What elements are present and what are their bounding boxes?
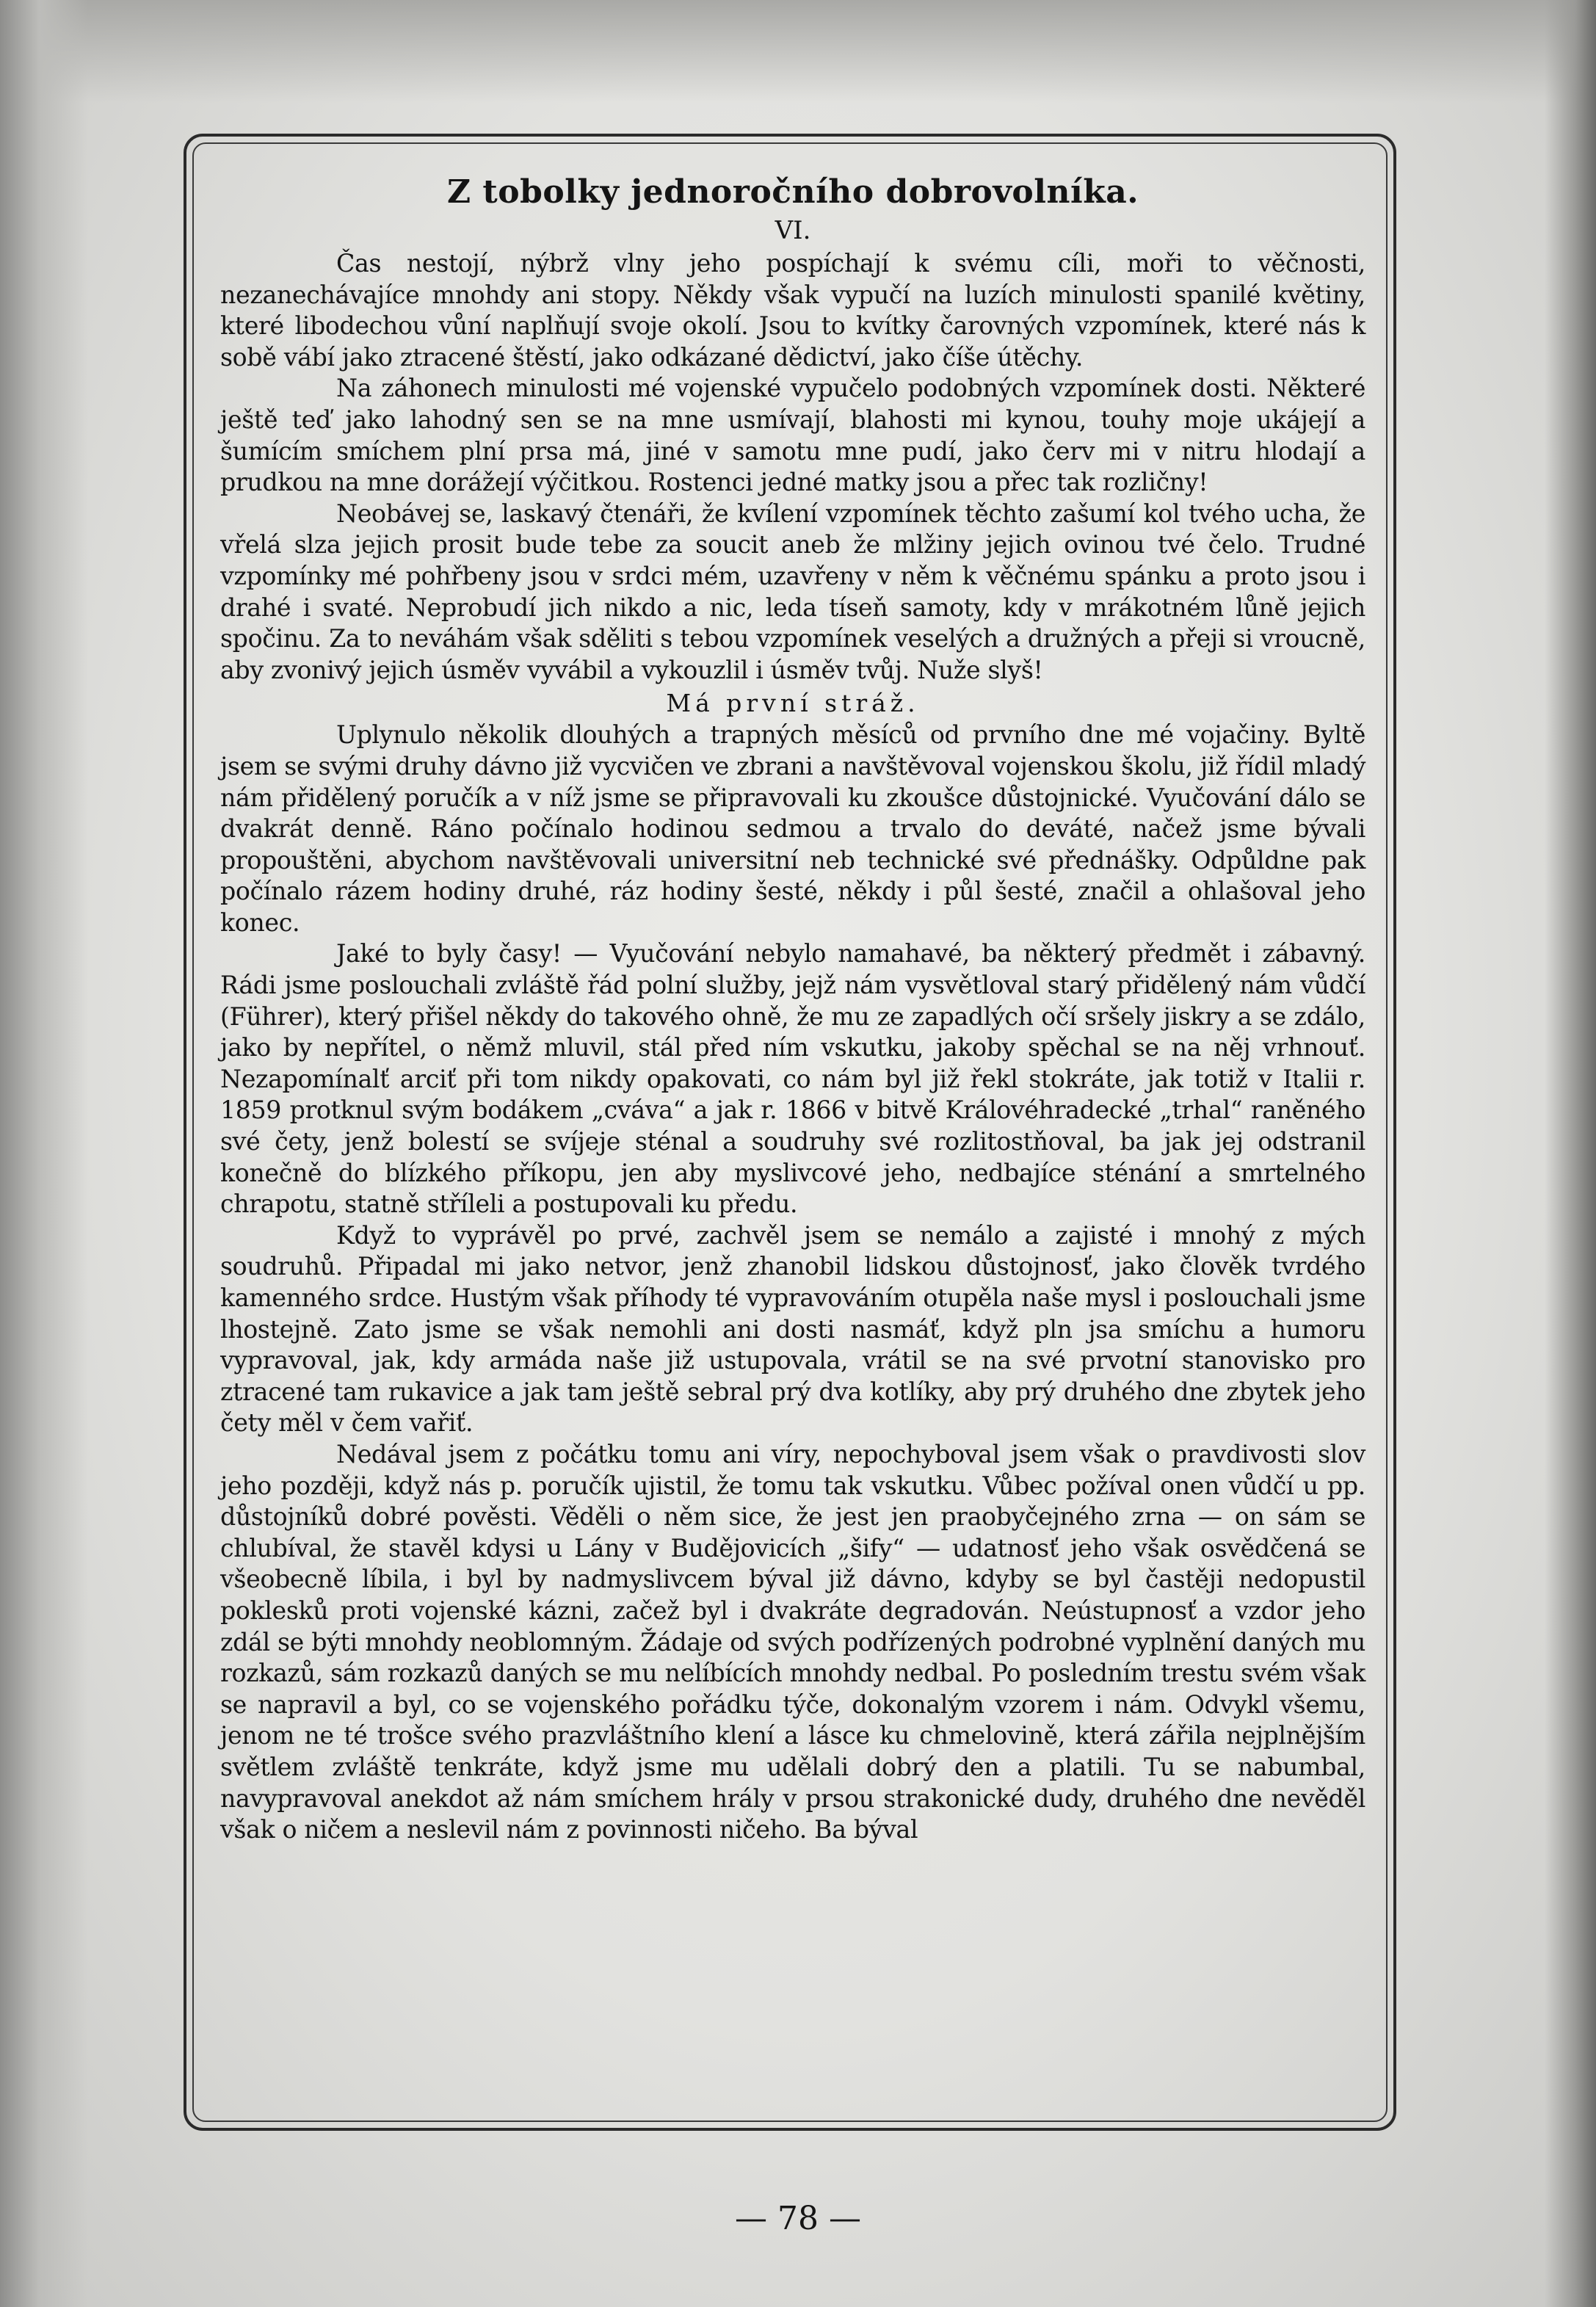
paragraph-intro-1: Čas nestojí, nýbrž vlny jeho pospíchají k svému cíli, moři to věčnosti, nezanechávajíce mnohdy ani stopy. Někdy však vypučí na luzích minulosti spanilé květiny, které libodechou vůní naplňují svoje okolí. Jsou to kvítky čarovných vzpomínek, které nás k sobě vábí jako ztracené štěstí, jako odkázané dědictví, jako číše útěchy.	[220, 249, 1365, 372]
article-body	[220, 170, 1365, 1846]
paragraph-intro-3: Neobávej se, laskavý čtenáři, že kvílení vzpomínek těchto zašumí kol tvého ucha, že vřelá slza jejich prosit bude tebe za soucit aneb že mlžiny jejich ovinou tvé čelo. Trudné vzpomínky mé pohřbeny jsou v srdci mém, uzavřeny v něm k věčnému spánku a proto jsou i drahé i svaté. Neprobudí jich nikdo a nic, leda tíseň samoty, kdy v mrákotném lůně jejich spočinu. Za to neváhám však sděliti s tebou vzpomínek veselých a družných a přeji si vroucně, aby zvonivý jejich úsměv vyvábil a vykouzlil i úsměv tvůj. Nuže slyš!	[220, 499, 1365, 684]
scan-shadow-right	[1545, 0, 1596, 2307]
scan-shadow-left	[0, 0, 88, 2307]
section-number: VI.	[775, 216, 811, 245]
page-number: — 78 —	[735, 2200, 861, 2237]
paragraph-intro-2: Na záhonech minulosti mé vojenské vypučelo podobných vzpomínek dosti. Některé ještě teď jako lahodný sen se na mne usmívají, blahosti mi kynou, touhy moje ukájejí a šumícím smíchem plní prsa má, jiné v samotu mne pudí, jako červ mi v nitru hlodají a prudkou na mne dorážejí výčitkou. Rostenci jedné matky jsou a přec tak rozličny!	[220, 374, 1365, 497]
story-subheading: Má první stráž.	[666, 689, 920, 718]
article-title: Z tobolky jednoročního dobrovolníka.	[446, 173, 1139, 211]
paragraph-story-3: Když to vyprávěl po prvé, zachvěl jsem se nemálo a zajisté i mnohý z mých soudruhů. Připadal mi jako netvor, jenž zhanobil lidskou důstojnosť, jako člověk tvrdého kamenného srdce. Hustým však příhody té vypravováním otupěla naše mysl i poslouchali jsme lhostejně. Zato jsme se však nemohli ani dosti nasmáť, když pln jsa smíchu a humoru vypravoval, jak, kdy armáda naše již ustupovala, vrátil se na své prvotní stanovisko pro ztracené tam rukavice a jak tam ještě sebral prý dva kotlíky, aby prý druhého dne zbytek jeho čety měl v čem vařiť.	[220, 1220, 1365, 1438]
paragraph-story-2: Jaké to byly časy! — Vyučování nebylo namahavé, ba některý předmět i zábavný. Rádi jsme poslouchali zvláště řád polní služby, jejž nám vysvětloval starý přidělený nám vůdčí (Führer), který přišel někdy do takového ohně, že mu ze zapadlých očí sršely jiskry a se zdálo, jako by nepřítel, o němž mluvil, stál před ním vskutku, jakoby spěchal se na něj vrhnouť. Nezapomínalť arciť při tom nikdy opakovati, co nám byl již řekl stokráte, jak totiž v Italii r. 1859 protknul svým bodákem „cváva“ a jak r. 1866 v bitvě Královéhradecké „trhal“ raněného své čety, jenž bolestí se svíjeje sténal a soudruhy své rozlitostňoval, ba jak jej odstranil konečně do blízkého příkopu, jen aby myslivcové jeho, nedbajíce sténání a smrtelného chrapotu, statně stříleli a postupovali ku předu.	[220, 939, 1365, 1219]
paragraph-story-1: Uplynulo několik dlouhých a trapných měsíců od prvního dne mé vojačiny. Byltě jsem se svými druhy dávno již vycvičen ve zbrani a navštěvoval vojenskou školu, již řídil mladý nám přidělený poručík a v níž jsme se připravovali ku zkoušce důstojnické. Vyučování dálo se dvakrát denně. Ráno počínalo hodinou sedmou a trvalo do deváté, načež jsme bývali propouštěni, abychom navštěvovali universitní neb technické své přednášky. Odpůldne pak počínalo rázem hodiny druhé, ráz hodiny šesté, někdy i půl šesté, značil a ohlašoval jeho konec.	[220, 720, 1365, 937]
paragraph-story-4: Nedával jsem z počátku tomu ani víry, nepochyboval jsem však o pravdivosti slov jeho později, když nás p. poručík ujistil, že tomu tak vskutku. Vůbec požíval onen vůdčí u pp. důstojníků dobré pověsti. Věděli o něm sice, že jest jen praobyčejného zrna — on sám se chlubíval, že stavěl kdysi u Lány v Budějovicích „šify“ — udatnosť jeho však osvědčená se všeobecně líbila, i byl by nadmyslivcem býval již dávno, kdyby se byl častěji nedopustil poklesků proti vojenské kázni, začež byl i dvakráte degradován. Neústupnosť a vzdor jeho zdál se býti mnohdy neoblomným. Žádaje od svých podřízených podrobné vyplnění daných mu rozkazů, sám rozkazů daných se mu nelíbících mnohdy nedbal. Po posledním trestu svém však se napravil a byl, co se vojenského pořádku týče, dokonalým vzorem i nám. Odvykl všemu, jenom ne té trošce svého prazvláštního klení a lásce ku chmelovině, která zářila nejplnějším světlem zvláště tenkráte, když jsme mu udělali dobrý den a platili. Tu se nabumbal, navypravoval anekdot až nám smíchem hrály v prsou strakonické dudy, druhého dne nevěděl však o ničem a neslevil nám z povinnosti ničeho. Ba býval	[220, 1439, 1365, 1844]
scan-shadow-top	[0, 0, 1596, 103]
